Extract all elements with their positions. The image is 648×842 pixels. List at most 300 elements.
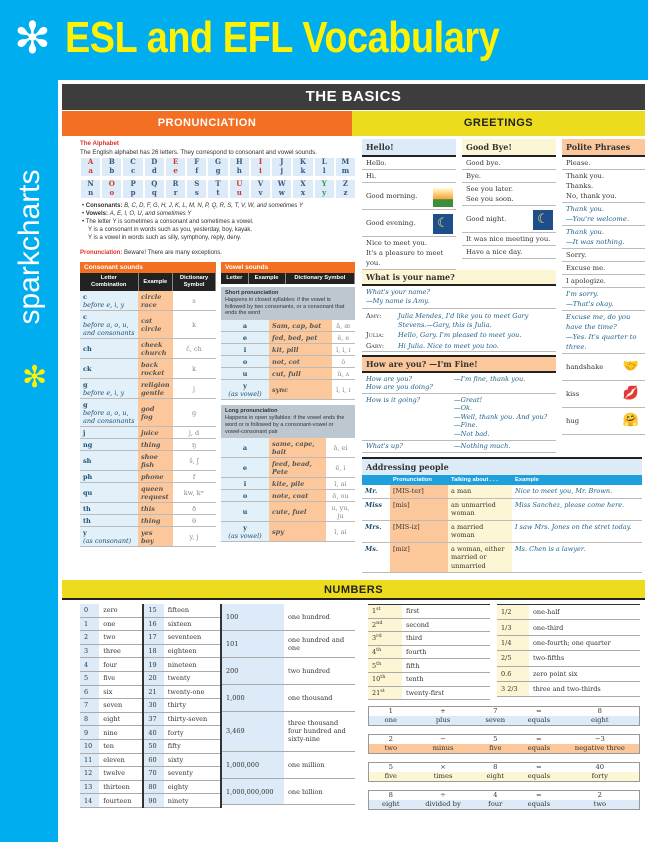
response: —Nothing much.	[454, 442, 511, 450]
uppercase-letter: M	[341, 157, 350, 166]
lowercase-letter: q	[151, 187, 157, 197]
symbol-cell: ĭ, i, ɪ	[332, 344, 355, 356]
column-header: Dictionary Symbol	[173, 273, 216, 291]
ordinal-suffix: rd	[376, 633, 382, 640]
fraction-row	[497, 651, 640, 666]
letter-cell	[80, 359, 138, 379]
phrase-line: Excuse me.	[566, 264, 606, 272]
uppercase-letter: P	[130, 179, 136, 188]
equation-word: five	[489, 744, 502, 753]
numeral: 12	[80, 767, 99, 781]
number-word: twenty-one	[164, 685, 220, 699]
lowercase-letter: w	[278, 187, 285, 197]
alphabet-letter	[229, 180, 249, 198]
ordinal-numeral	[368, 686, 402, 700]
uppercase-letter: F	[194, 157, 200, 166]
ordinals-fractions-equations	[368, 604, 640, 818]
section-numbers: NUMBERS	[62, 580, 645, 600]
lowercase-letter: v	[258, 187, 263, 197]
letter: th	[83, 504, 91, 513]
number-row	[80, 794, 220, 808]
letter-cell	[80, 503, 138, 515]
uppercase-letter: R	[172, 179, 179, 188]
name-title: What is your name?	[362, 270, 556, 286]
equation-symbol: =	[535, 763, 542, 772]
equation-symbol: 1	[388, 707, 393, 716]
numeral: 9	[80, 726, 99, 740]
symbol-cell: ŋ	[173, 439, 216, 451]
number-row	[80, 712, 220, 726]
letter: sh	[83, 456, 92, 465]
ordinal-numeral	[368, 672, 402, 686]
letter: a	[242, 321, 248, 330]
ordinal-suffix: st	[376, 606, 381, 613]
page-title	[14, 6, 570, 70]
numeral: 16	[143, 617, 163, 631]
letter: ph	[83, 472, 93, 481]
equation-word: eight	[486, 772, 505, 781]
phrase-line: Thank you.	[566, 228, 605, 236]
ordinal-numbers-table	[368, 604, 490, 700]
number-word: six	[99, 685, 143, 699]
number-word: fifty	[164, 739, 220, 753]
letter-note: before a, o, u, and consonants	[83, 320, 135, 337]
ordinal-word: third	[402, 632, 490, 646]
bullet-text: Y is a vowel in words such as silly, symphony, reply, deny.	[88, 235, 242, 241]
number-word: seventeen	[164, 631, 220, 645]
table-row	[221, 332, 355, 344]
hello-header: Hello!	[362, 139, 456, 157]
ordinal-numeral	[368, 659, 402, 673]
alphabet-letter	[186, 158, 206, 176]
table-row	[80, 439, 216, 451]
alphabet-intro-text: The English alphabet has 26 letters. They correspond to consonant and vowel sounds.	[80, 149, 317, 156]
symbol-cell: j	[173, 379, 216, 399]
example-cell: Sam, cap, bat	[269, 320, 332, 332]
lowercase-letter: s	[194, 187, 199, 197]
speaker: Julia:	[366, 331, 384, 339]
alphabet-letter	[271, 180, 291, 198]
section-greetings: GREETINGS	[352, 111, 645, 136]
ordinal-numeral	[368, 605, 402, 618]
symbol-cell: š, ʃ	[173, 451, 216, 471]
table-row	[221, 438, 355, 458]
ordinal-suffix: th	[376, 660, 382, 667]
ordinal-word: fifth	[402, 659, 490, 673]
alphabet-letter	[335, 180, 355, 198]
equation-word: two	[593, 800, 607, 809]
ordinal-numeral	[368, 645, 402, 659]
uppercase-letter: C	[130, 157, 136, 166]
uppercase-letter: D	[151, 157, 158, 166]
ordinal-suffix: th	[376, 646, 382, 653]
letter-note: before e, i, y	[83, 300, 125, 309]
question: How is it going?	[366, 395, 421, 404]
phrase-line: I apologize.	[566, 277, 606, 285]
ordinal-number: 2	[372, 620, 377, 629]
lowercase-letter: c	[130, 165, 136, 175]
number-row	[80, 726, 220, 740]
lowercase-letter: f	[195, 165, 199, 175]
alphabet-letter	[101, 158, 121, 176]
phrase-line: kiss	[566, 390, 580, 398]
symbol-cell: č, ch	[173, 339, 216, 359]
letter-cell	[80, 515, 138, 527]
numeral: 10	[80, 739, 99, 753]
letter: ck	[83, 364, 92, 373]
phrase-line: hug	[566, 417, 580, 425]
bullet-icon: •	[82, 219, 86, 225]
lowercase-letter: l	[322, 165, 326, 175]
ordinal-suffix: nd	[376, 619, 383, 626]
uppercase-letter: V	[257, 179, 264, 188]
fraction: 2/5	[497, 651, 529, 666]
phrase-line: I'm sorry.	[566, 290, 599, 298]
alphabet-row	[80, 158, 355, 176]
symbol-cell: ī, ai	[326, 478, 355, 490]
consonant-sounds-table	[80, 262, 216, 547]
numeral: 50	[143, 739, 163, 753]
dialogue-line	[362, 330, 556, 341]
table-row	[221, 344, 355, 356]
alphabet-letter	[292, 158, 312, 176]
greeting-phrase	[562, 157, 645, 170]
number-word: one hundred and one	[284, 631, 355, 658]
equation-symbol: 8	[388, 791, 393, 800]
bullet-icon: •	[82, 211, 86, 217]
ordinal-numeral	[368, 632, 402, 646]
letter: th	[83, 516, 91, 525]
alphabet-letter	[165, 180, 185, 198]
numeral: 101	[222, 631, 284, 658]
letter: ng	[83, 440, 93, 449]
example-cell: feed, bead, Pete	[269, 458, 326, 478]
table-row	[80, 451, 216, 471]
ordinal-number: 10	[372, 675, 381, 684]
letter: o	[242, 357, 248, 366]
fraction-word: three and two-thirds	[529, 681, 640, 696]
alphabet-letter	[335, 158, 355, 176]
cardinal-numbers-table	[80, 604, 222, 808]
equation-symbol: =	[535, 791, 542, 800]
alphabet-row	[80, 180, 355, 198]
example-cell: kite, pile	[269, 478, 326, 490]
phrase-line: —It was nothing.	[566, 238, 625, 246]
column-header: Example	[512, 475, 642, 485]
uppercase-letter: A	[87, 157, 94, 166]
example-cell: kit, pill	[269, 344, 332, 356]
ordinal-row	[368, 672, 490, 686]
greeting-phrase	[462, 157, 556, 170]
equation-symbol: 8	[597, 707, 602, 716]
uppercase-letter: N	[87, 179, 94, 188]
equation-word: equals	[527, 744, 551, 753]
uppercase-letter: U	[236, 179, 243, 188]
letter-cell	[80, 439, 138, 451]
example-cell: cute, fuel	[269, 502, 326, 522]
table-row	[221, 458, 355, 478]
alphabet-letter	[80, 180, 100, 198]
letter-cell	[221, 478, 269, 490]
uppercase-letter: X	[300, 179, 306, 188]
meaning-cell: an unmarried woman	[448, 498, 512, 520]
equation-symbol: 7	[493, 707, 498, 716]
letter-note: (as vowel)	[228, 531, 262, 540]
equation-word: four	[488, 800, 503, 809]
equation	[368, 762, 640, 782]
number-row	[222, 631, 355, 658]
meaning-cell: a man	[448, 485, 512, 498]
number-word: fourteen	[99, 794, 143, 808]
ordinal-word: fourth	[402, 645, 490, 659]
phrase-line: Good evening.	[366, 219, 416, 227]
table-row	[221, 478, 355, 490]
number-row	[80, 658, 220, 672]
fraction: 0.6	[497, 666, 529, 681]
table-row	[221, 368, 355, 380]
lowercase-letter: z	[343, 187, 348, 197]
numeral: 90	[143, 794, 163, 808]
example-cell: same, cape, bait	[269, 438, 326, 458]
letter-cell	[221, 522, 269, 542]
phrase-line: Have a nice day.	[466, 248, 523, 256]
fraction: 3 2/3	[497, 681, 529, 696]
phrase-line: No, thank you.	[566, 192, 617, 200]
ordinal-row	[368, 605, 490, 618]
ordinal-suffix: st	[380, 687, 385, 694]
phrase-line: —You're welcome.	[566, 215, 630, 223]
symbol-cell: ŏ	[332, 356, 355, 368]
numeral: 7	[80, 699, 99, 713]
symbol-cell: ŭ, ʌ	[332, 368, 355, 380]
alphabet-letter	[229, 158, 249, 176]
letter: y	[243, 381, 247, 390]
symbol-cell: kw, kʷ	[173, 483, 216, 503]
equation-symbol: 4	[493, 791, 498, 800]
letter-note: before e, i, y	[83, 388, 125, 397]
table-row	[221, 522, 355, 542]
number-row	[222, 751, 355, 778]
equation-symbol: ×	[440, 763, 446, 772]
uppercase-letter: L	[321, 157, 327, 166]
letter: o	[242, 491, 248, 500]
phrase-line: Thanks.	[566, 182, 594, 190]
phrase-line: Good night.	[466, 215, 507, 223]
greeting-phrase	[462, 233, 556, 246]
table-row	[362, 485, 642, 498]
name-section	[362, 270, 556, 352]
number-row	[222, 658, 355, 685]
number-word: eighteen	[164, 644, 220, 658]
meaning-cell: a married woman	[448, 520, 512, 542]
numeral: 8	[80, 712, 99, 726]
ordinal-row	[368, 645, 490, 659]
uppercase-letter: T	[215, 179, 221, 188]
number-word: one	[99, 617, 143, 631]
long-pronunciation	[221, 405, 355, 438]
number-word: sixteen	[164, 617, 220, 631]
table-row	[80, 483, 216, 503]
question: How are you? How are you doing?	[366, 374, 433, 391]
column-header	[362, 475, 390, 485]
greeting-phrase	[562, 203, 645, 226]
bullet-item	[80, 226, 355, 234]
symbol-cell: k	[173, 359, 216, 379]
numeral: 19	[143, 658, 163, 672]
column-header: Letter	[221, 273, 248, 284]
alphabet-letter	[314, 180, 334, 198]
equation-word: plus	[435, 716, 451, 725]
symbol-cell: k	[173, 311, 216, 339]
example-cell: god fog	[138, 399, 173, 427]
speech: Hello, Gary. I'm pleased to meet you.	[398, 331, 522, 339]
uppercase-letter: W	[277, 179, 286, 188]
section-basics: THE BASICS	[62, 84, 645, 110]
example-cell: thing	[138, 515, 173, 527]
fractions-table	[497, 604, 640, 700]
response: —Great! —Ok. —Well, thank you. And you? —Fine. —Not bad.	[454, 395, 548, 438]
uppercase-letter: S	[194, 179, 200, 188]
example-cell: sync	[269, 380, 332, 400]
number-word: thirty-seven	[164, 712, 220, 726]
example-cell: juice	[138, 427, 173, 439]
alphabet-letter	[292, 180, 312, 198]
table-row	[221, 502, 355, 522]
exchange-row	[362, 440, 556, 453]
numeral: 1,000,000,000	[222, 778, 284, 805]
pronunciation-note	[80, 250, 222, 256]
ordinal-number: 5	[372, 661, 377, 670]
phrase-line: —That's okay.	[566, 300, 614, 308]
letter-cell	[221, 344, 269, 356]
symbol-cell: ð	[173, 503, 216, 515]
number-word: eighty	[164, 780, 220, 794]
number-row	[80, 671, 220, 685]
fraction-word: one-fourth; one quarter	[529, 635, 640, 650]
equation-symbol: −	[440, 735, 446, 744]
equation	[368, 734, 640, 754]
lowercase-letter: h	[236, 165, 242, 175]
alphabet-intro	[80, 139, 355, 157]
lowercase-letter: m	[341, 165, 350, 175]
example-cell: Nice to meet you, Mr. Brown.	[512, 485, 642, 498]
handshake-icon: 🤝	[622, 359, 640, 374]
letter: qu	[83, 488, 93, 497]
numeral: 5	[80, 671, 99, 685]
speech: Hi Julia. Nice to meet you too.	[398, 341, 499, 350]
fraction-row	[497, 666, 640, 681]
number-word: one million	[284, 751, 355, 778]
letter: a	[242, 443, 248, 452]
greeting-phrase	[462, 183, 556, 206]
bullet-label: Vowels:	[85, 211, 109, 217]
number-word: five	[99, 671, 143, 685]
example-cell: I saw Mrs. Jones on the stret today.	[512, 520, 642, 542]
pron-note-label: Pronunciation:	[80, 250, 123, 256]
table-row	[362, 542, 642, 573]
title-cell: Ms.	[362, 542, 390, 573]
number-word: sixty	[164, 753, 220, 767]
name-answer: —My name is Amy.	[366, 297, 430, 305]
phrase-line: Nice to meet you.	[366, 239, 427, 247]
name-exchange	[362, 286, 556, 309]
number-word: nine	[99, 726, 143, 740]
bullet-item	[80, 210, 355, 218]
vowel-sounds-table	[221, 262, 355, 542]
letter-cell	[80, 471, 138, 483]
ordinal-row	[368, 632, 490, 646]
uppercase-letter: Z	[342, 179, 348, 188]
fraction-word: two-fifths	[529, 651, 640, 666]
example-cell: shoe fish	[138, 451, 173, 471]
example-cell: spy	[269, 522, 326, 542]
alphabet-letter	[250, 158, 270, 176]
phrase-line: Hi.	[366, 172, 377, 180]
example-cell: cheek church	[138, 339, 173, 359]
equation-symbol: 2	[388, 735, 393, 744]
alphabet-letter	[165, 158, 185, 176]
fraction: 1/3	[497, 620, 529, 635]
phrase-line: handshake	[566, 363, 604, 371]
equation	[368, 706, 640, 726]
alphabet-letter	[207, 180, 227, 198]
uppercase-letter: I	[258, 157, 263, 166]
ordinal-row	[368, 686, 490, 700]
number-row	[80, 631, 220, 645]
letter-cell	[80, 483, 138, 503]
number-word: twenty	[164, 671, 220, 685]
bullet-item	[80, 202, 355, 210]
example-cell: Ms. Chen is a lawyer.	[512, 542, 642, 573]
letter: g	[83, 380, 88, 389]
table-row	[221, 356, 355, 368]
equation-symbol: 5	[493, 735, 498, 744]
fraction-row	[497, 620, 640, 635]
letter: c	[83, 292, 87, 301]
polite-header: Polite Phrases	[562, 139, 645, 157]
equation-symbol: +	[440, 707, 446, 716]
title-cell: Mr.	[362, 485, 390, 498]
ordinal-suffix: th	[380, 674, 386, 681]
phrase-line: Excuse me, do you have the time?	[566, 313, 631, 331]
letter: j	[83, 428, 86, 437]
pronunciation-cell: [MIS-ter]	[390, 485, 448, 498]
greeting-phrase	[462, 170, 556, 183]
moon-icon: ☾	[533, 210, 553, 230]
symbol-cell: ē, i	[326, 458, 355, 478]
lowercase-letter: t	[216, 187, 220, 197]
uppercase-letter: Y	[321, 179, 327, 188]
alphabet-bullets	[80, 202, 355, 242]
letter-cell	[221, 356, 269, 368]
letter-cell	[80, 451, 138, 471]
exchange-row	[362, 373, 556, 394]
equation-symbol: 8	[493, 763, 498, 772]
pron-note-text: Beware! There are many exceptions.	[124, 250, 222, 256]
pronunciation-cell: [miz]	[390, 542, 448, 573]
goodbye-column	[462, 139, 556, 259]
speech: Julia Mendes, I'd like you to meet Gary Stevens.—Gary, this is Julia.	[398, 312, 529, 329]
number-row	[80, 767, 220, 781]
numeral: 15	[143, 604, 163, 617]
lowercase-letter: j	[280, 165, 283, 175]
numeral: 6	[80, 685, 99, 699]
table-row	[80, 379, 216, 399]
alphabet-letter	[314, 158, 334, 176]
lowercase-letter: a	[88, 165, 93, 175]
equation-word: two	[384, 744, 398, 753]
bullet-item	[80, 218, 355, 226]
